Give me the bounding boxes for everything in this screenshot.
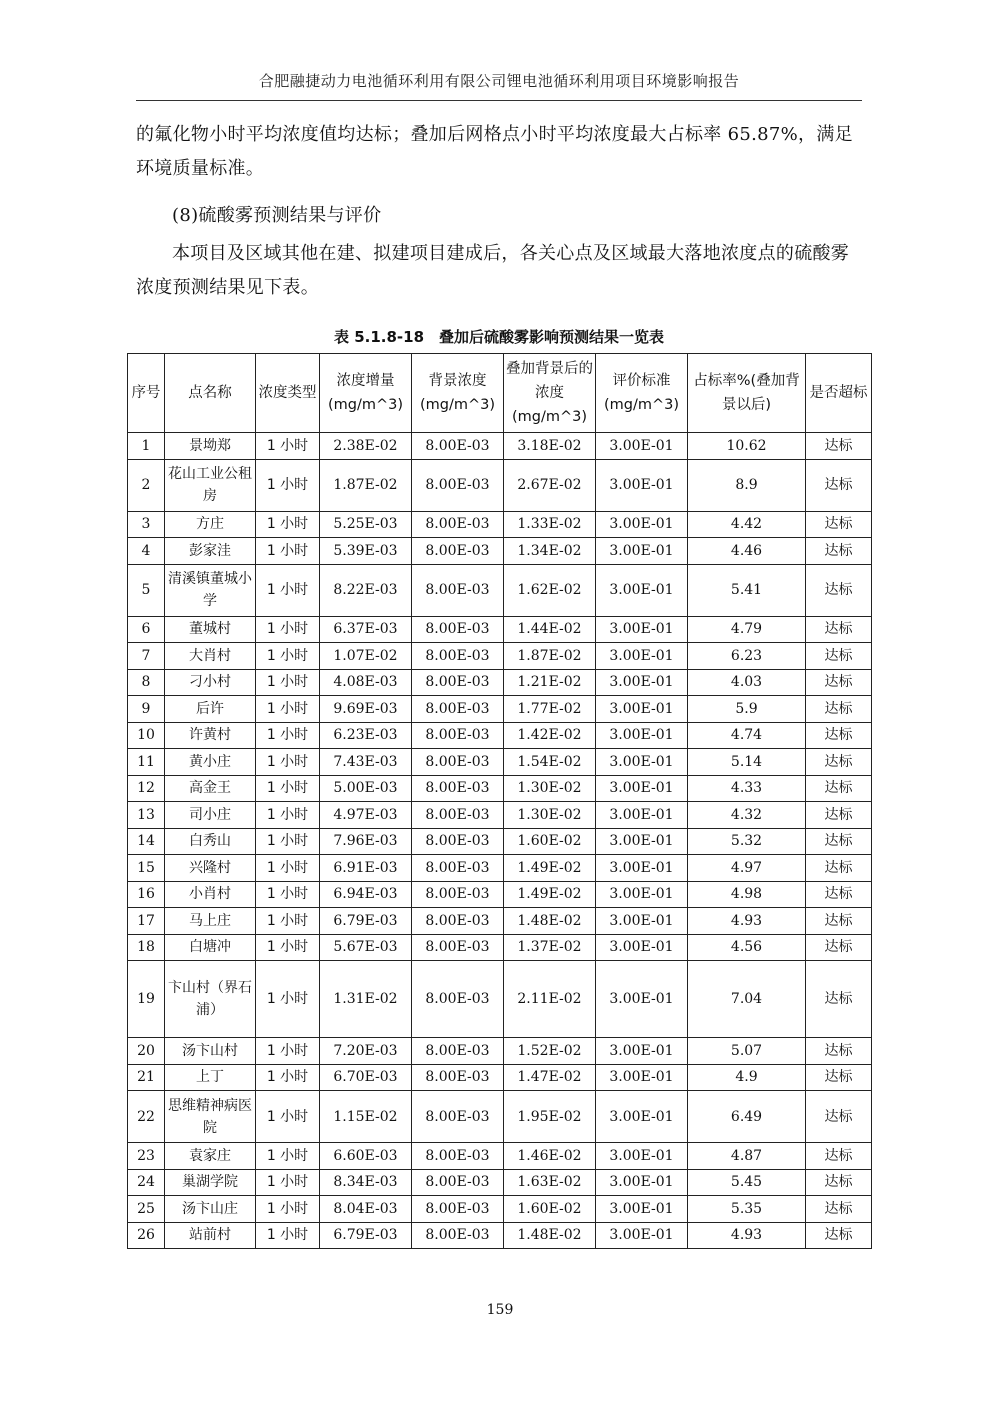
table-cell: 8.00E-03: [412, 564, 504, 616]
table-cell: 3.00E-01: [596, 696, 688, 723]
header-cell: 背景浓度(mg/m^3): [412, 354, 504, 433]
table-cell: 1.46E-02: [504, 1143, 596, 1170]
table-cell: 3.00E-01: [596, 1091, 688, 1143]
table-cell: 23: [128, 1143, 165, 1170]
table-cell: 5.39E-03: [320, 538, 412, 565]
table-cell: 26: [128, 1222, 165, 1249]
table-cell: 1 小时: [256, 564, 320, 616]
table-cell: 3.18E-02: [504, 433, 596, 460]
table-cell: 4.74: [688, 722, 806, 749]
header-cell: 是否超标: [806, 354, 872, 433]
table-cell: 1.77E-02: [504, 696, 596, 723]
table-cell: 14: [128, 828, 165, 855]
table-cell: 3.00E-01: [596, 1196, 688, 1223]
page-number: 159: [486, 1302, 514, 1318]
table-cell: 1.62E-02: [504, 564, 596, 616]
table-cell: 1 小时: [256, 749, 320, 776]
table-cell: 达标: [806, 1038, 872, 1065]
table-cell: 8.00E-03: [412, 749, 504, 776]
table-cell: 5.35: [688, 1196, 806, 1223]
table-row: [128, 1143, 872, 1170]
table-cell: 卞山村（界石浦）: [165, 961, 256, 1038]
table-cell: 1.21E-02: [504, 669, 596, 696]
table-cell: 5.07: [688, 1038, 806, 1065]
table-cell: 达标: [806, 1064, 872, 1091]
table-cell: 1.31E-02: [320, 961, 412, 1038]
table-cell: 8.00E-03: [412, 696, 504, 723]
table-cell: 16: [128, 881, 165, 908]
table-cell: 4.97: [688, 855, 806, 882]
table-cell: 24: [128, 1169, 165, 1196]
table-cell: 1 小时: [256, 1091, 320, 1143]
table-cell: 2.67E-02: [504, 459, 596, 511]
table-cell: 站前村: [165, 1222, 256, 1249]
table-cell: 8.00E-03: [412, 1196, 504, 1223]
table-cell: 1.48E-02: [504, 1222, 596, 1249]
table-cell: 1.42E-02: [504, 722, 596, 749]
table-cell: 8.00E-03: [412, 616, 504, 643]
header-cell: 评价标准(mg/m^3): [596, 354, 688, 433]
table-cell: 8.00E-03: [412, 1064, 504, 1091]
table-cell: 1 小时: [256, 855, 320, 882]
table-cell: 4.97E-03: [320, 802, 412, 829]
header-cell: 序号: [128, 354, 165, 433]
table-cell: 高金王: [165, 775, 256, 802]
table-cell: 1.87E-02: [504, 643, 596, 670]
table-cell: 巢湖学院: [165, 1169, 256, 1196]
table-cell: 大肖村: [165, 643, 256, 670]
table-cell: 4.42: [688, 511, 806, 538]
table-row: [128, 1222, 872, 1249]
table-cell: 方庄: [165, 511, 256, 538]
table-cell: 2: [128, 459, 165, 511]
table-cell: 1 小时: [256, 802, 320, 829]
table-cell: 达标: [806, 1091, 872, 1143]
table-cell: 白塘冲: [165, 934, 256, 961]
table-cell: 4.98: [688, 881, 806, 908]
table-cell: 1.49E-02: [504, 881, 596, 908]
table-row: [128, 1064, 872, 1091]
table-cell: 汤卞山庄: [165, 1196, 256, 1223]
table-cell: 1 小时: [256, 538, 320, 565]
table-cell: 8.00E-03: [412, 511, 504, 538]
table-row: [128, 1038, 872, 1065]
table-cell: 1.37E-02: [504, 934, 596, 961]
table-cell: 8.22E-03: [320, 564, 412, 616]
table-row: [128, 908, 872, 935]
table-cell: 2.38E-02: [320, 433, 412, 460]
table-cell: 3.00E-01: [596, 775, 688, 802]
table-cell: 5.00E-03: [320, 775, 412, 802]
table-row: [128, 1196, 872, 1223]
table-cell: 8.00E-03: [412, 908, 504, 935]
table-cell: 达标: [806, 855, 872, 882]
table-cell: 4: [128, 538, 165, 565]
table-cell: 达标: [806, 643, 872, 670]
table-cell: 18: [128, 934, 165, 961]
table-cell: 6: [128, 616, 165, 643]
table-cell: 达标: [806, 775, 872, 802]
table-cell: 达标: [806, 802, 872, 829]
table-cell: 兴隆村: [165, 855, 256, 882]
table-cell: 3.00E-01: [596, 616, 688, 643]
table-cell: 达标: [806, 1196, 872, 1223]
table-cell: 5.41: [688, 564, 806, 616]
table-cell: 1 小时: [256, 1064, 320, 1091]
table-cell: 汤卞山村: [165, 1038, 256, 1065]
table-cell: 3.00E-01: [596, 855, 688, 882]
table-cell: 9: [128, 696, 165, 723]
table-cell: 12: [128, 775, 165, 802]
table-cell: 5.67E-03: [320, 934, 412, 961]
table-cell: 达标: [806, 616, 872, 643]
table-cell: 6.49: [688, 1091, 806, 1143]
table-cell: 3.00E-01: [596, 1038, 688, 1065]
page-header: 合肥融捷动力电池循环利用有限公司锂电池循环利用项目环境影响报告: [258, 72, 740, 90]
table-cell: 5.32: [688, 828, 806, 855]
table-cell: 3.00E-01: [596, 828, 688, 855]
table-cell: 1 小时: [256, 1196, 320, 1223]
table-cell: 4.93: [688, 1222, 806, 1249]
section-heading-sulfuric-acid-mist: (8)硫酸雾预测结果与评价: [172, 205, 382, 226]
table-cell: 10: [128, 722, 165, 749]
table-cell: 达标: [806, 934, 872, 961]
table-cell: 达标: [806, 722, 872, 749]
table-cell: 5: [128, 564, 165, 616]
table-cell: 1.15E-02: [320, 1091, 412, 1143]
table-cell: 7.43E-03: [320, 749, 412, 776]
table-cell: 黄小庄: [165, 749, 256, 776]
table-row: [128, 433, 872, 460]
table-cell: 3.00E-01: [596, 934, 688, 961]
table-cell: 5.25E-03: [320, 511, 412, 538]
table-cell: 6.23E-03: [320, 722, 412, 749]
table-cell: 1.07E-02: [320, 643, 412, 670]
table-cell: 8.00E-03: [412, 961, 504, 1038]
table-row: [128, 934, 872, 961]
table-cell: 1.47E-02: [504, 1064, 596, 1091]
table-cell: 8.00E-03: [412, 722, 504, 749]
table-cell: 1.95E-02: [504, 1091, 596, 1143]
table-cell: 1.44E-02: [504, 616, 596, 643]
table-row: [128, 564, 872, 616]
table-cell: 1 小时: [256, 511, 320, 538]
table-cell: 7.96E-03: [320, 828, 412, 855]
table-cell: 8.00E-03: [412, 1091, 504, 1143]
table-row: [128, 749, 872, 776]
table-cell: 景坳郑: [165, 433, 256, 460]
table-row: [128, 855, 872, 882]
table-cell: 25: [128, 1196, 165, 1223]
table-cell: 3.00E-01: [596, 669, 688, 696]
table-cell: 8.00E-03: [412, 828, 504, 855]
table-cell: 司小庄: [165, 802, 256, 829]
table-cell: 6.91E-03: [320, 855, 412, 882]
table-row: [128, 511, 872, 538]
table-cell: 4.46: [688, 538, 806, 565]
table-cell: 达标: [806, 961, 872, 1038]
table-cell: 3.00E-01: [596, 802, 688, 829]
table-cell: 7: [128, 643, 165, 670]
table-cell: 6.23: [688, 643, 806, 670]
table-row: [128, 696, 872, 723]
table-row: [128, 538, 872, 565]
table-cell: 11: [128, 749, 165, 776]
table-cell: 4.08E-03: [320, 669, 412, 696]
table-cell: 马上庄: [165, 908, 256, 935]
table-cell: 6.94E-03: [320, 881, 412, 908]
table-cell: 1: [128, 433, 165, 460]
table-cell: 4.56: [688, 934, 806, 961]
table-cell: 清溪镇董城小学: [165, 564, 256, 616]
table-cell: 1.63E-02: [504, 1169, 596, 1196]
header-cell: 占标率%(叠加背景以后): [688, 354, 806, 433]
table-cell: 小肖村: [165, 881, 256, 908]
header-cell: 点名称: [165, 354, 256, 433]
table-cell: 8.00E-03: [412, 1169, 504, 1196]
table-cell: 1 小时: [256, 828, 320, 855]
table-cell: 8.00E-03: [412, 1143, 504, 1170]
header-cell: 浓度类型: [256, 354, 320, 433]
table-cell: 8: [128, 669, 165, 696]
table-cell: 达标: [806, 908, 872, 935]
table-cell: 1 小时: [256, 696, 320, 723]
table-cell: 达标: [806, 1143, 872, 1170]
table-body: [128, 433, 872, 1249]
table-cell: 3.00E-01: [596, 1222, 688, 1249]
table-cell: 1.30E-02: [504, 775, 596, 802]
table-cell: 1 小时: [256, 934, 320, 961]
table-cell: 4.93: [688, 908, 806, 935]
table-cell: 22: [128, 1091, 165, 1143]
header-divider: [136, 100, 862, 101]
table-cell: 许黄村: [165, 722, 256, 749]
table-cell: 董城村: [165, 616, 256, 643]
table-cell: 彭家洼: [165, 538, 256, 565]
table-cell: 5.14: [688, 749, 806, 776]
table-cell: 4.03: [688, 669, 806, 696]
table-cell: 3.00E-01: [596, 961, 688, 1038]
table-cell: 8.00E-03: [412, 934, 504, 961]
table-row: [128, 459, 872, 511]
header-cell: 浓度增量(mg/m^3): [320, 354, 412, 433]
table-cell: 1 小时: [256, 775, 320, 802]
table-cell: 3.00E-01: [596, 433, 688, 460]
table-cell: 达标: [806, 511, 872, 538]
table-cell: 1 小时: [256, 669, 320, 696]
table-cell: 1 小时: [256, 1038, 320, 1065]
table-cell: 达标: [806, 538, 872, 565]
table-cell: 1 小时: [256, 908, 320, 935]
table-cell: 5.45: [688, 1169, 806, 1196]
table-cell: 1 小时: [256, 1143, 320, 1170]
table-cell: 达标: [806, 696, 872, 723]
table-cell: 7.04: [688, 961, 806, 1038]
table-cell: 3.00E-01: [596, 1064, 688, 1091]
table-cell: 13: [128, 802, 165, 829]
table-cell: 1.60E-02: [504, 1196, 596, 1223]
table-cell: 4.79: [688, 616, 806, 643]
table-row: [128, 616, 872, 643]
table-cell: 刁小村: [165, 669, 256, 696]
table-cell: 1 小时: [256, 459, 320, 511]
table-cell: 达标: [806, 459, 872, 511]
table-cell: 1 小时: [256, 881, 320, 908]
table-cell: 21: [128, 1064, 165, 1091]
table-cell: 达标: [806, 881, 872, 908]
table-cell: 6.79E-03: [320, 908, 412, 935]
table-cell: 8.00E-03: [412, 643, 504, 670]
table-cell: 4.32: [688, 802, 806, 829]
paragraph-table-intro: 本项目及区域其他在建、拟建项目建成后，各关心点及区域最大落地浓度点的硫酸雾浓度预测结果见下表。: [136, 243, 850, 298]
table-cell: 达标: [806, 1169, 872, 1196]
table-cell: 后许: [165, 696, 256, 723]
table-cell: 8.00E-03: [412, 802, 504, 829]
table-cell: 3.00E-01: [596, 749, 688, 776]
table-cell: 花山工业公租房: [165, 459, 256, 511]
table-cell: 8.00E-03: [412, 459, 504, 511]
table-cell: 3: [128, 511, 165, 538]
table-cell: 1.87E-02: [320, 459, 412, 511]
table-cell: 1 小时: [256, 722, 320, 749]
table-cell: 1.52E-02: [504, 1038, 596, 1065]
table-cell: 2.11E-02: [504, 961, 596, 1038]
table-cell: 1.54E-02: [504, 749, 596, 776]
table-cell: 15: [128, 855, 165, 882]
table-row: [128, 881, 872, 908]
table-cell: 1.60E-02: [504, 828, 596, 855]
table-cell: 达标: [806, 433, 872, 460]
table-cell: 达标: [806, 669, 872, 696]
table-cell: 8.9: [688, 459, 806, 511]
table-cell: 8.04E-03: [320, 1196, 412, 1223]
table-cell: 3.00E-01: [596, 643, 688, 670]
table-cell: 4.9: [688, 1064, 806, 1091]
table-cell: 6.37E-03: [320, 616, 412, 643]
table-cell: 8.00E-03: [412, 538, 504, 565]
table-cell: 1.33E-02: [504, 511, 596, 538]
table-cell: 19: [128, 961, 165, 1038]
table-cell: 8.00E-03: [412, 433, 504, 460]
table-row: [128, 961, 872, 1038]
table-cell: 3.00E-01: [596, 511, 688, 538]
table-row: [128, 1091, 872, 1143]
table-cell: 3.00E-01: [596, 1143, 688, 1170]
table-cell: 1 小时: [256, 433, 320, 460]
table-cell: 9.69E-03: [320, 696, 412, 723]
table-cell: 1 小时: [256, 643, 320, 670]
table-cell: 3.00E-01: [596, 459, 688, 511]
table-cell: 白秀山: [165, 828, 256, 855]
table-cell: 5.9: [688, 696, 806, 723]
table-row: [128, 828, 872, 855]
table-cell: 8.00E-03: [412, 855, 504, 882]
table-caption: 表 5.1.8-18 叠加后硫酸雾影响预测结果一览表: [333, 328, 665, 346]
table-cell: 1 小时: [256, 1222, 320, 1249]
table-cell: 6.70E-03: [320, 1064, 412, 1091]
table-cell: 10.62: [688, 433, 806, 460]
table-cell: 8.00E-03: [412, 881, 504, 908]
table-row: [128, 1169, 872, 1196]
table-cell: 1.34E-02: [504, 538, 596, 565]
table-cell: 1 小时: [256, 616, 320, 643]
table-cell: 达标: [806, 749, 872, 776]
table-cell: 1.48E-02: [504, 908, 596, 935]
table-cell: 3.00E-01: [596, 564, 688, 616]
table-cell: 8.00E-03: [412, 669, 504, 696]
table-row: [128, 722, 872, 749]
table-cell: 3.00E-01: [596, 908, 688, 935]
table-cell: 8.00E-03: [412, 1222, 504, 1249]
table-cell: 1.30E-02: [504, 802, 596, 829]
table-cell: 8.00E-03: [412, 1038, 504, 1065]
table-cell: 20: [128, 1038, 165, 1065]
header-cell: 叠加背景后的浓度(mg/m^3): [504, 354, 596, 433]
table-row: [128, 775, 872, 802]
paragraph-fluoride-conclusion: 的氟化物小时平均浓度值均达标；叠加后网格点小时平均浓度最大占标率 65.87%，满足环境质量标准。: [136, 124, 853, 179]
prediction-results-table: [127, 353, 872, 1249]
table-cell: 袁家庄: [165, 1143, 256, 1170]
table-cell: 上丁: [165, 1064, 256, 1091]
table-cell: 4.87: [688, 1143, 806, 1170]
table-cell: 达标: [806, 1222, 872, 1249]
table-row: [128, 669, 872, 696]
table-cell: 3.00E-01: [596, 1169, 688, 1196]
table-row: [128, 643, 872, 670]
table-cell: 1 小时: [256, 1169, 320, 1196]
table-cell: 思维精神病医院: [165, 1091, 256, 1143]
table-cell: 7.20E-03: [320, 1038, 412, 1065]
table-row: [128, 802, 872, 829]
table-cell: 3.00E-01: [596, 538, 688, 565]
table-cell: 8.00E-03: [412, 775, 504, 802]
table-cell: 6.60E-03: [320, 1143, 412, 1170]
table-cell: 4.33: [688, 775, 806, 802]
table-cell: 6.79E-03: [320, 1222, 412, 1249]
table-cell: 达标: [806, 828, 872, 855]
table-header-row: [128, 354, 872, 433]
table-cell: 17: [128, 908, 165, 935]
table-cell: 1 小时: [256, 961, 320, 1038]
table-cell: 达标: [806, 564, 872, 616]
table-cell: 3.00E-01: [596, 722, 688, 749]
table-cell: 1.49E-02: [504, 855, 596, 882]
table-cell: 3.00E-01: [596, 881, 688, 908]
table-cell: 8.34E-03: [320, 1169, 412, 1196]
